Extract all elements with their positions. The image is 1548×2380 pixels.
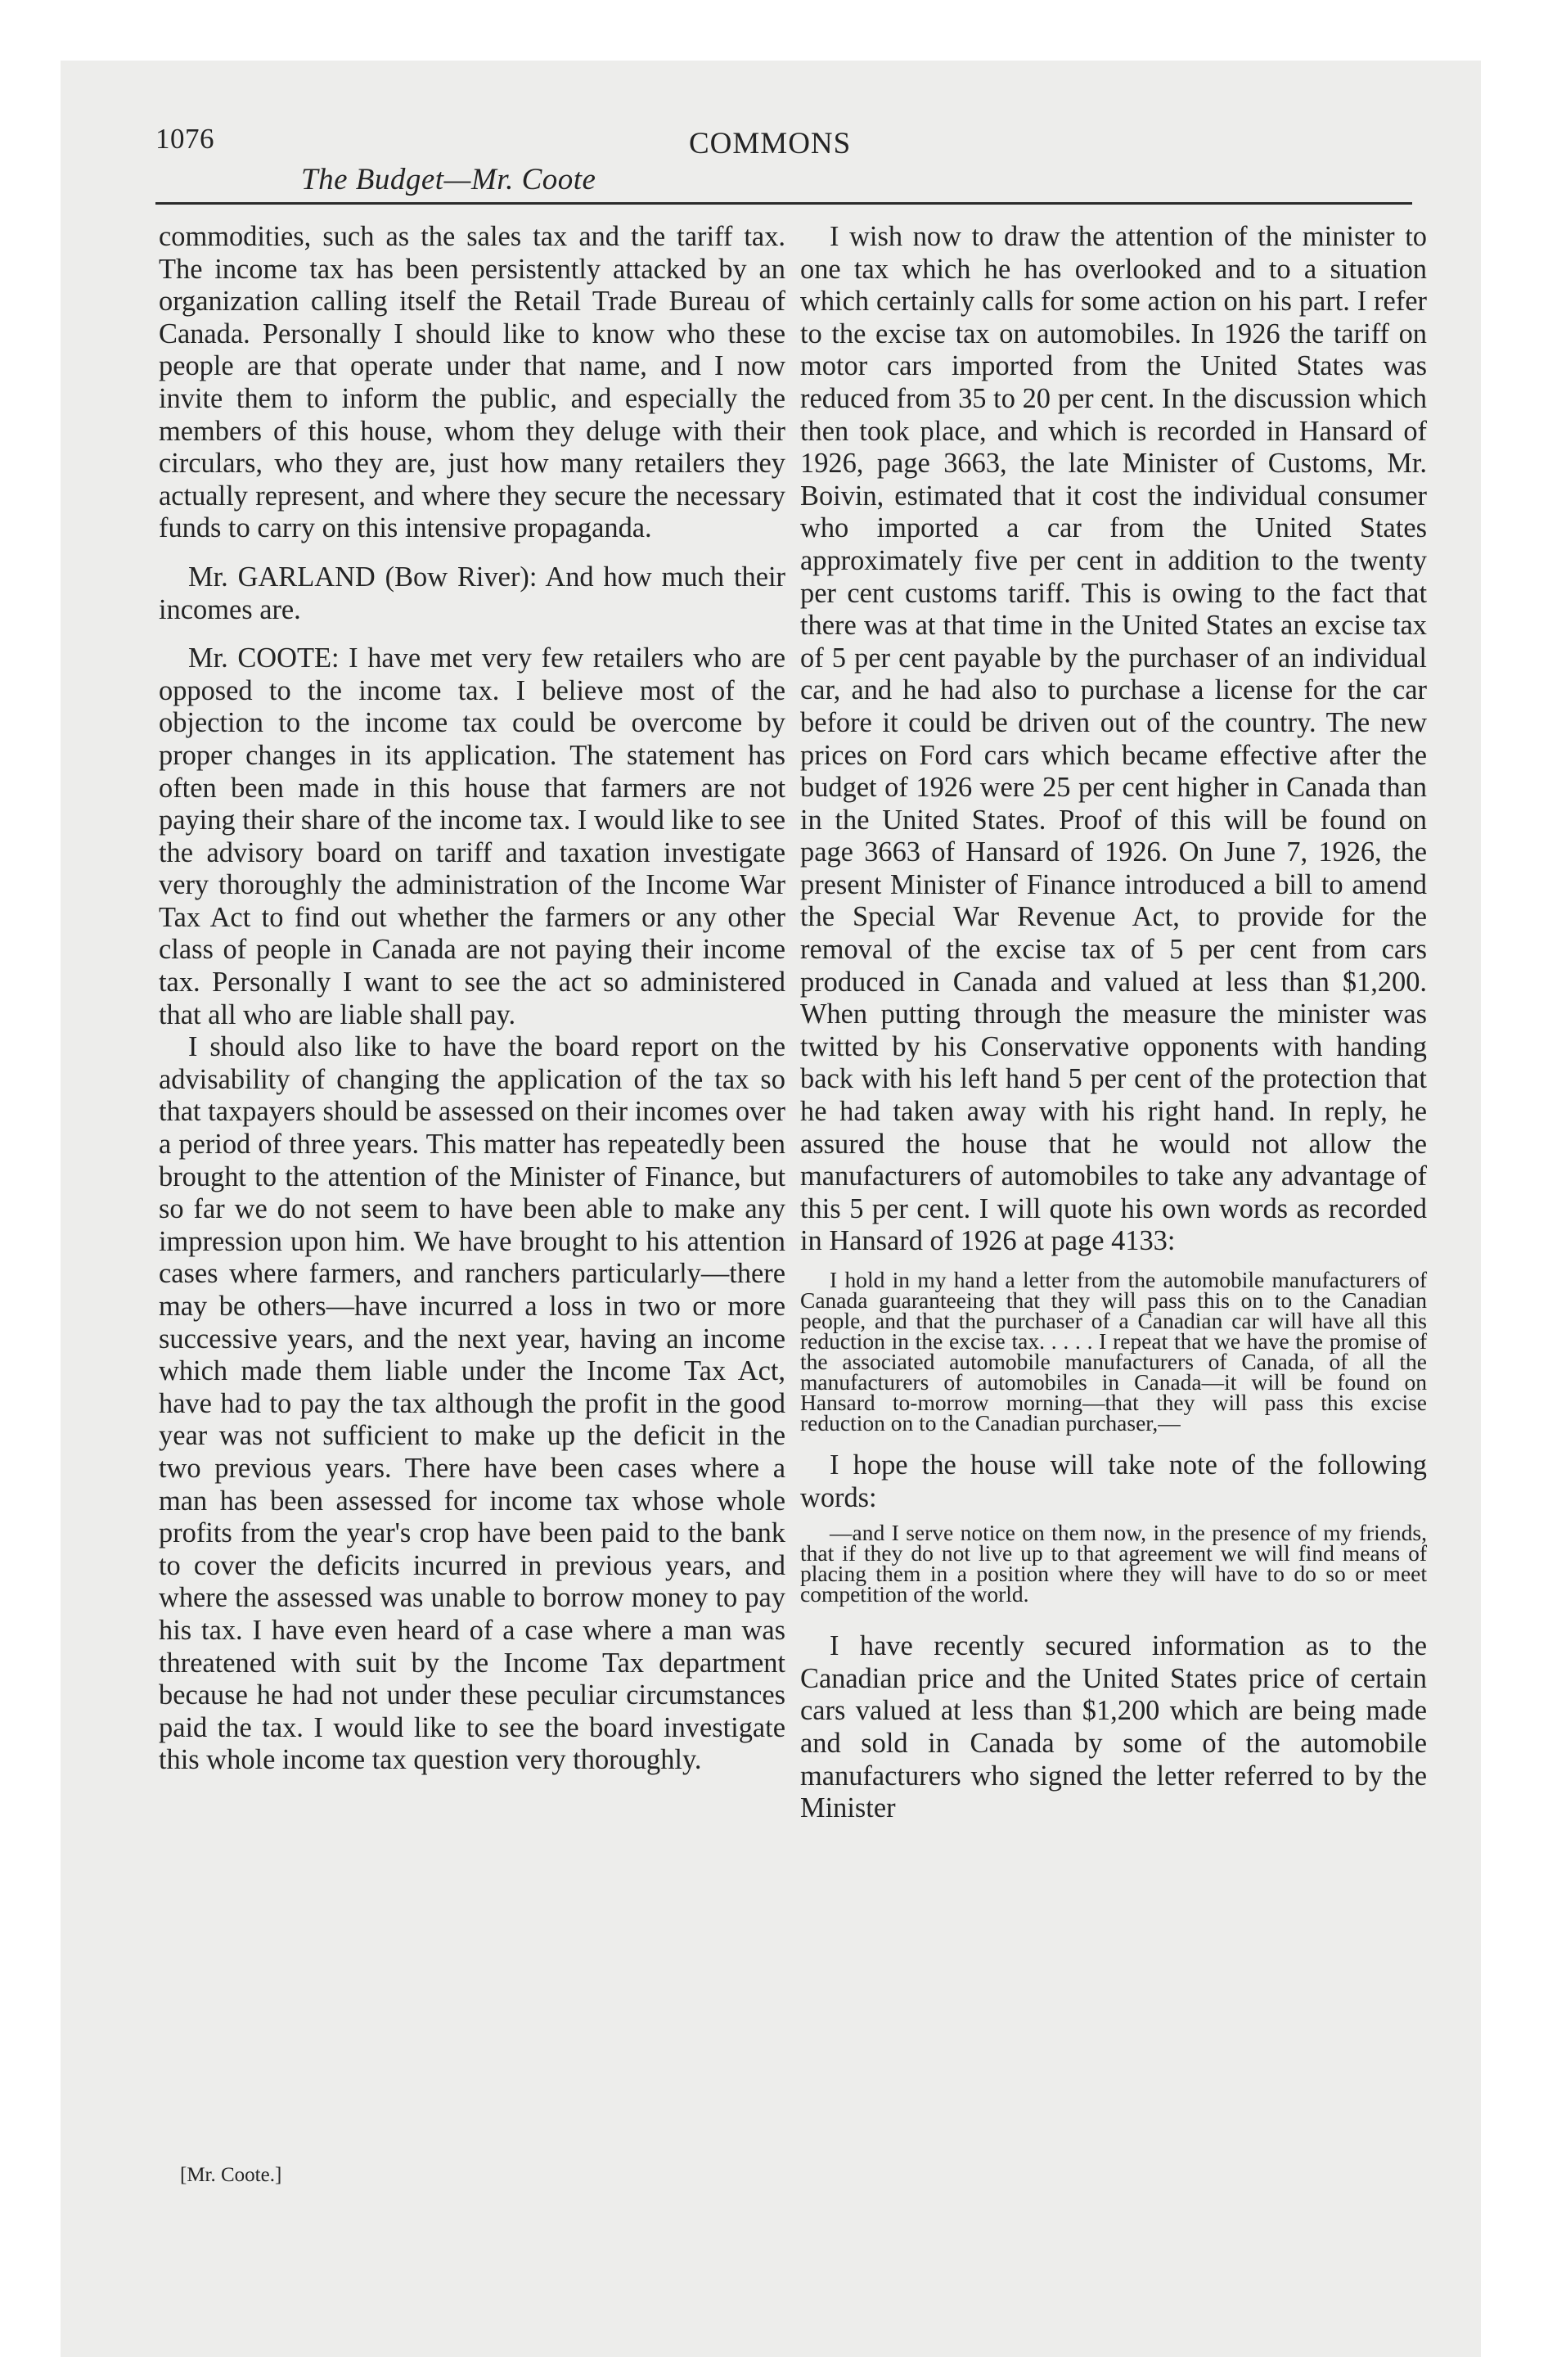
paragraph: Mr. GARLAND (Bow River): And how much their incomes are. <box>159 561 785 625</box>
speaker-footnote: [Mr. Coote.] <box>180 2164 282 2186</box>
paragraph: I should also like to have the board report on the advisability of changing the application of the tax so that taxpayers should be assessed on their incomes over a period of three years. This matter has repeatedly been brought to the attention of the Minister of Finance, but so far we do not seem to have been able to make any impression upon him. We have brought to his attention cases where farmers, and ranchers particularly—there may be others—have incurred a loss in two or more successive years, and the next year, having an income which made them liable under the Income Tax Act, have had to pay the tax although the profit in the good year was not sufficient to make up the deficit in the two previous years. There have been cases where a man has been assessed for income tax whose whole profits from the year's crop have been paid to the bank to cover the deficits incurred in previous years, and where the assessed was unable to borrow money to pay his tax. I have even heard of a case where a man was threatened with suit by the Income Tax department because he had not under these peculiar circumstances paid the tax. I would like to see the board investigate this whole income tax question very thoroughly. <box>159 1031 785 1776</box>
block-quote: —and I serve notice on them now, in the presence of my friends, that if they do not live up to that agreement we will find means of placing them in a position where they will have to do so or meet competition of the world. <box>800 1520 1427 1607</box>
running-subhead: The Budget—Mr. Coote <box>301 163 596 196</box>
paragraph: I wish now to draw the attention of the minister to one tax which he has overlooked and to a situation which certainly calls for some action on his part. I refer to the excise tax on automobiles. In 1926 the tariff on motor cars imported from the United States was reduced from 35 to 20 per cent. In the discussion which then took place, and which is recorded in Hansard of 1926, page 3663, the late Minister of Customs, Mr. Boivin, estimated that it cost the individual consumer who imported a car from the United States approximately five per cent in addition to the twenty per cent customs tariff. This is owing to the fact that there was at that time in the United States an excise tax of 5 per cent payable by the purchaser of an individual car, and he had also to purchase a license for the car before it could be driven out of the country. The new prices on Ford cars which became effective after the budget of 1926 were 25 per cent higher in Canada than in the United States. Proof of this will be found on page 3663 of Hansard of 1926. On June 7, 1926, the present Minister of Finance introduced a bill to amend the Special War Revenue Act, to provide for the removal of the excise tax of 5 per cent from cars produced in Canada and valued at less than $1,200. When putting through the measure the minister was twitted by his Conservative opponents with handing back with his left hand 5 per cent of the protection that he had taken away with his right hand. In reply, he assured the house that he would not allow the manufacturers of automobiles to take any advantage of this 5 per cent. I will quote his own words as recorded in Hansard of 1926 at page 4133: <box>800 221 1427 1257</box>
paragraph: I have recently secured information as to the Canadian price and the United States price of certain cars valued at less than $1,200 which are being made and sold in Canada by some of the automobile manufacturers who signed the letter referred to by the Minister <box>800 1630 1427 1824</box>
page-number: 1076 <box>155 123 214 155</box>
running-head: COMMONS <box>689 127 852 160</box>
header-rule <box>155 202 1412 205</box>
paragraph: I hope the house will take note of the following words: <box>800 1449 1427 1513</box>
right-column <box>800 221 1427 1825</box>
block-quote: I hold in my hand a letter from the automobile manufacturers of Canada guaranteeing that they will pass this on to the Canadian people, and that the purchaser of a Canadian car will have all this reduction in the excise tax. . . . . I repeat that we have the promise of the associated automobile manufacturers of Canada, of all the manufacturers of automobiles in Canada—it will be found on Hansard to-morrow morning—that they will pass this excise reduction on to the Canadian purchaser,— <box>800 1267 1427 1436</box>
left-column <box>159 221 785 1777</box>
paragraph: commodities, such as the sales tax and the tariff tax. The income tax has been persistently attacked by an organization calling itself the Retail Trade Bureau of Canada. Personally I should like to know who these people are that operate under that name, and I now invite them to inform the public, and especially the members of this house, whom they deluge with their circulars, who they are, just how many retailers they actually represent, and where they secure the necessary funds to carry on this intensive propaganda. <box>159 221 785 544</box>
paragraph: Mr. COOTE: I have met very few retailers who are opposed to the income tax. I believe most of the objection to the income tax could be overcome by proper changes in its application. The statement has often been made in this house that farmers are not paying their share of the income tax. I would like to see the advisory board on tariff and taxation investigate very thoroughly the administration of the Income War Tax Act to find out whether the farmers or any other class of people in Canada are not paying their income tax. Personally I want to see the act so administered that all who are liable shall pay. <box>159 642 785 1030</box>
